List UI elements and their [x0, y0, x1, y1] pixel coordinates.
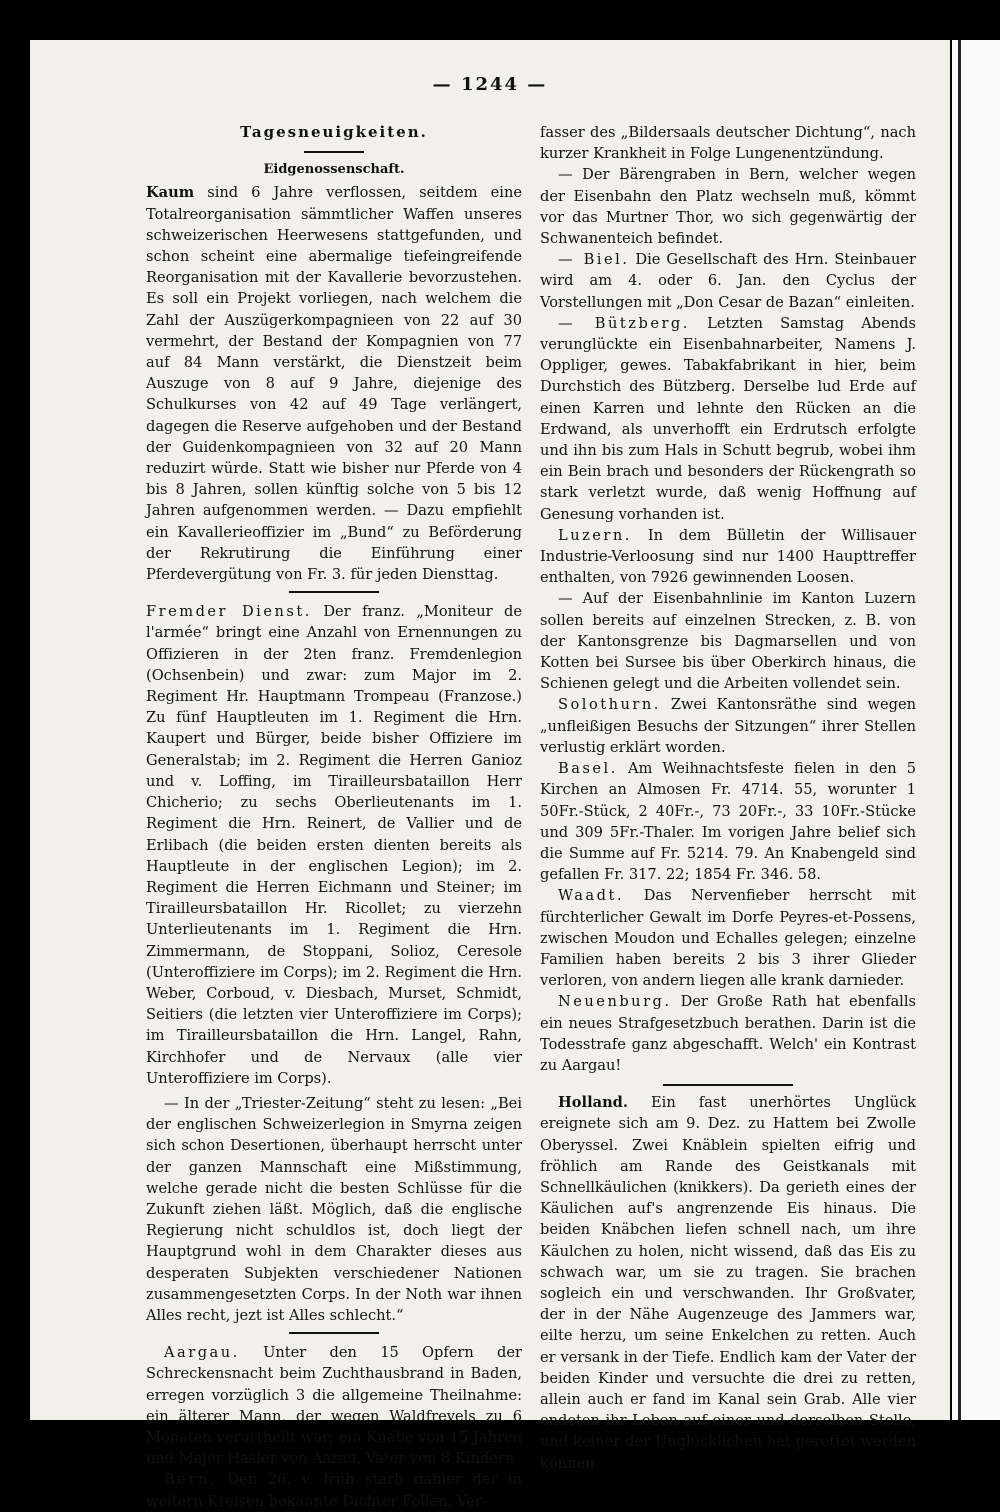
article-paragraph: Basel. Am Weihnachtsfeste fielen in den 5 Kirchen an Almosen Fr. 4714. 55, worunter 1 50Fr.-Stück, 2 40Fr.-, 73 20Fr.-, 33 10Fr.-Stücke und 309 5Fr.-Thaler. Im vorigen Jahre belief sich die Summe auf Fr. 5214. 79. An Knabengeld sind gefallen Fr. 317. 22; 1854 Fr. 346. 58. — [540, 760, 917, 884]
article-paragraph: — In der „Triester-Zeitung“ steht zu lesen: „Bei der englischen Schweizerlegion in Smyrna zeigen sich schon Desertionen, überhaupt herrscht unter der ganzen Mannschaft eine Mißstimmung, welche gerade nicht die besten Schlüsse für die Zukunft ziehen läßt. Möglich, daß die englische Regierung nicht schuldlos ist, doch liegt der Hauptgrund wohl in dem Charakter dieses aus desperaten Subjekten verschiedener Nationen zusammengesetzten Corps. In der Noth war ihnen Alles recht, jezt ist Alles schlecht.“ — [146, 1094, 522, 1324]
section-title: Tagesneuigkeiten. — [240, 123, 428, 141]
article-paragraph: — Auf der Eisenbahnlinie im Kanton Luzern sollen bereits auf einzelnen Strecken, z. B. von der Kantonsgrenze bis Dagmarsellen und von Kotten bei Sursee bis über Oberkirch hinaus, die Schienen gelegt und die Arbeiten vollendet sein. — [540, 590, 916, 693]
newspaper-page — [30, 40, 950, 1510]
article-paragraph: Aargau. Unter den 15 Opfern der Schreckensnacht beim Zuchthausbrand in Baden, erregen vorzüglich 3 die allgemeine Theilnahme: ein älterer Mann, der wegen Waldfrevels zu 6 Monaten verurtheilt war; ein Knabe von 15 Jahren und Major Hasler von Aarau, Vater von 8 Kindern. — [146, 1344, 522, 1468]
right-column — [540, 122, 916, 1474]
divider — [289, 1332, 379, 1334]
article-paragraph: Luzern. In dem Bülletin der Willisauer Industrie-Verloosung sind nur 1400 Haupttreffer enthalten, von 7926 gewinnenden Loosen. — [540, 526, 917, 587]
article-paragraph: Solothurn. Zwei Kantonsräthe sind wegen „unfleißigen Besuchs der Sitzungen“ ihrer Stellen verlustig erklärt worden. — [540, 696, 916, 756]
section-subtitle: Eidgenossenschaft. — [263, 162, 405, 178]
left-column — [146, 122, 522, 1512]
article-paragraph: Bern. Den 26. v. früh starb dahier der in weitern Kreisen bekannte Dichter Follen, Ver- — [146, 1471, 522, 1510]
article-paragraph: Waadt. Das Nervenfieber herrscht mit fürchterlicher Gewalt im Dorfe Peyres-et-Possens, zwischen Moudon und Echalles gelegen; einzelne Familien haben bereits 2 bis 3 ihrer Glieder verloren, von andern liegen alle krank darnieder. — [540, 887, 916, 990]
article-paragraph: Kaum sind 6 Jahre verflossen, seitdem eine Totalreorganisation sämmtlicher Waffen unseres schweizerischen Heerwesens stattgefunden, und schon scheint eine abermalige tiefeingreifende Reorganisation mit der Kavallerie bevorzustehen. Es soll ein Projekt vorliegen, nach welchem die Zahl der Auszügerkompagnieen von 22 auf 30 vermehrt, der Bestand der Kompagnien von 77 auf 84 Mann verstärkt, die Dienstzeit beim Auszuge von 8 auf 9 Jahre, diejenige des Schulkurses von 42 auf 49 Tage verlängert, dagegen die Reserve aufgehoben und der Bestand der Guidenkompagnieen von 32 auf 20 Mann reduzirt würde. Statt wie bisher nur Pferde von 4 bis 8 Jahren, sollen künftig solche von 5 bis 12 Jahren aufgenommen werden. — Dazu empfiehlt ein Kavallerieoffizier im „Bund“ zu Beförderung der Rekrutirung die Einführung einer Pferdevergütung von Fr. 3. für jeden Diensttag. — [146, 184, 523, 584]
divider — [663, 1084, 793, 1086]
article-paragraph: — Der Bärengraben in Bern, welcher wegen der Eisenbahn den Platz wechseln muß, kömmt vor das Murtner Thor, wo sich gegenwärtig der Schwanenteich befindet. — [540, 166, 916, 248]
page-number: — 1244 — — [432, 74, 548, 95]
article-paragraph: fasser des „Bildersaals deutscher Dichtung“, nach kurzer Krankheit in Folge Lungenentzündung. — [540, 124, 916, 163]
article-paragraph: — Biel. Die Gesellschaft des Hrn. Steinbauer wird am 4. oder 6. Jan. den Cyclus der Vorstellungen mit „Don Cesar de Bazan“ einleiten. — [540, 251, 916, 311]
adjacent-page-edge — [952, 40, 1000, 1420]
divider — [304, 151, 364, 153]
article-paragraph: Neuenburg. Der Große Rath hat ebenfalls ein neues Strafgesetzbuch berathen. Darin ist die Todesstrafe ganz abgeschafft. Welch' ein Kontrast zu Aargau! — [540, 993, 916, 1074]
article-paragraph: Holland. Ein fast unerhörtes Unglück ereignete sich am 9. Dez. zu Hattem bei Zwolle Oberyssel. Zwei Knäblein spielten eifrig und fröhlich am Rande des Geistkanals mit Schnellkäulichen (knikkers). Da gerieth eines der Käulichen auf's angrenzende Eis hinaus. Die beiden Knäbchen liefen schnell nach, um ihre Käulchen zu holen, nicht wissend, daß das Eis zu schwach war, um sie zu tragen. Sie brachen sogleich ein und verschwanden. Ihr Großvater, der in der Nähe Augenzeuge des Jammers war, eilte herzu, um seine Enkelchen zu retten. Auch er versank in der Tiefe. Endlich kam der Vater der beiden Kinder und versuchte die drei zu retten, allein auch er fand im Kanal sein Grab. Alle vier endeten ihr Leben auf einer und derselben Stelle, und keiner der Unglücklichen hat gerettet werden können. — [540, 1094, 917, 1472]
article-paragraph: Fremder Dienst. Der franz. „Moniteur de l'armée“ bringt eine Anzahl von Ernennungen zu Offizieren in der 2ten franz. Fremdenlegion (Ochsenbein) und zwar: zum Major im 2. Regiment Hr. Hauptmann Trompeau (Franzose.) Zu fünf Hauptleuten im 1. Regiment die Hrn. Kaupert und Bürger, beide bisher Offiziere im Generalstab; im 2. Regiment die Herren Ganioz und v. Loffing, im Tirailleursbataillon Herr Chicherio; zu sechs Oberlieutenants im 1. Regiment die Hrn. Reinert, de Vallier und de Erlibach (die beiden ersten dienten bereits als Hauptleute in der englischen Legion); im 2. Regiment die Herren Eichmann und Steiner; im Tirailleursbataillon Hr. Ricollet; zu vierzehn Unterlieutenants im 1. Regiment die Hrn. Zimmermann, de Stoppani, Solioz, Ceresole (Unteroffiziere im Corps); im 2. Regiment die Hrn. Weber, Corboud, v. Diesbach, Murset, Schmidt, Seitiers (die letzten vier Unteroffiziere im Corps); im Tirailleursbataillon die Hrn. Langel, Rahn, Kirchhofer und de Nervaux (alle vier Unteroffiziere im Corps). — [146, 603, 522, 1087]
divider — [289, 591, 379, 593]
article-paragraph: — Bützberg. Letzten Samstag Abends verunglückte ein Eisenbahnarbeiter, Namens J. Oppliger, gewes. Tabakfabrikant in hier, beim Durchstich des Bützberg. Derselbe lud Erde auf einen Karren und lehnte den Rücken an die Erdwand, als unverhofft ein Erdrutsch erfolgte und ihn bis zum Hals in Schutt begrub, wobei ihm ein Bein brach und besonders der Rückengrath so stark verletzt wurde, daß wenig Hoffnung auf Genesung vorhanden ist. — [540, 314, 916, 523]
